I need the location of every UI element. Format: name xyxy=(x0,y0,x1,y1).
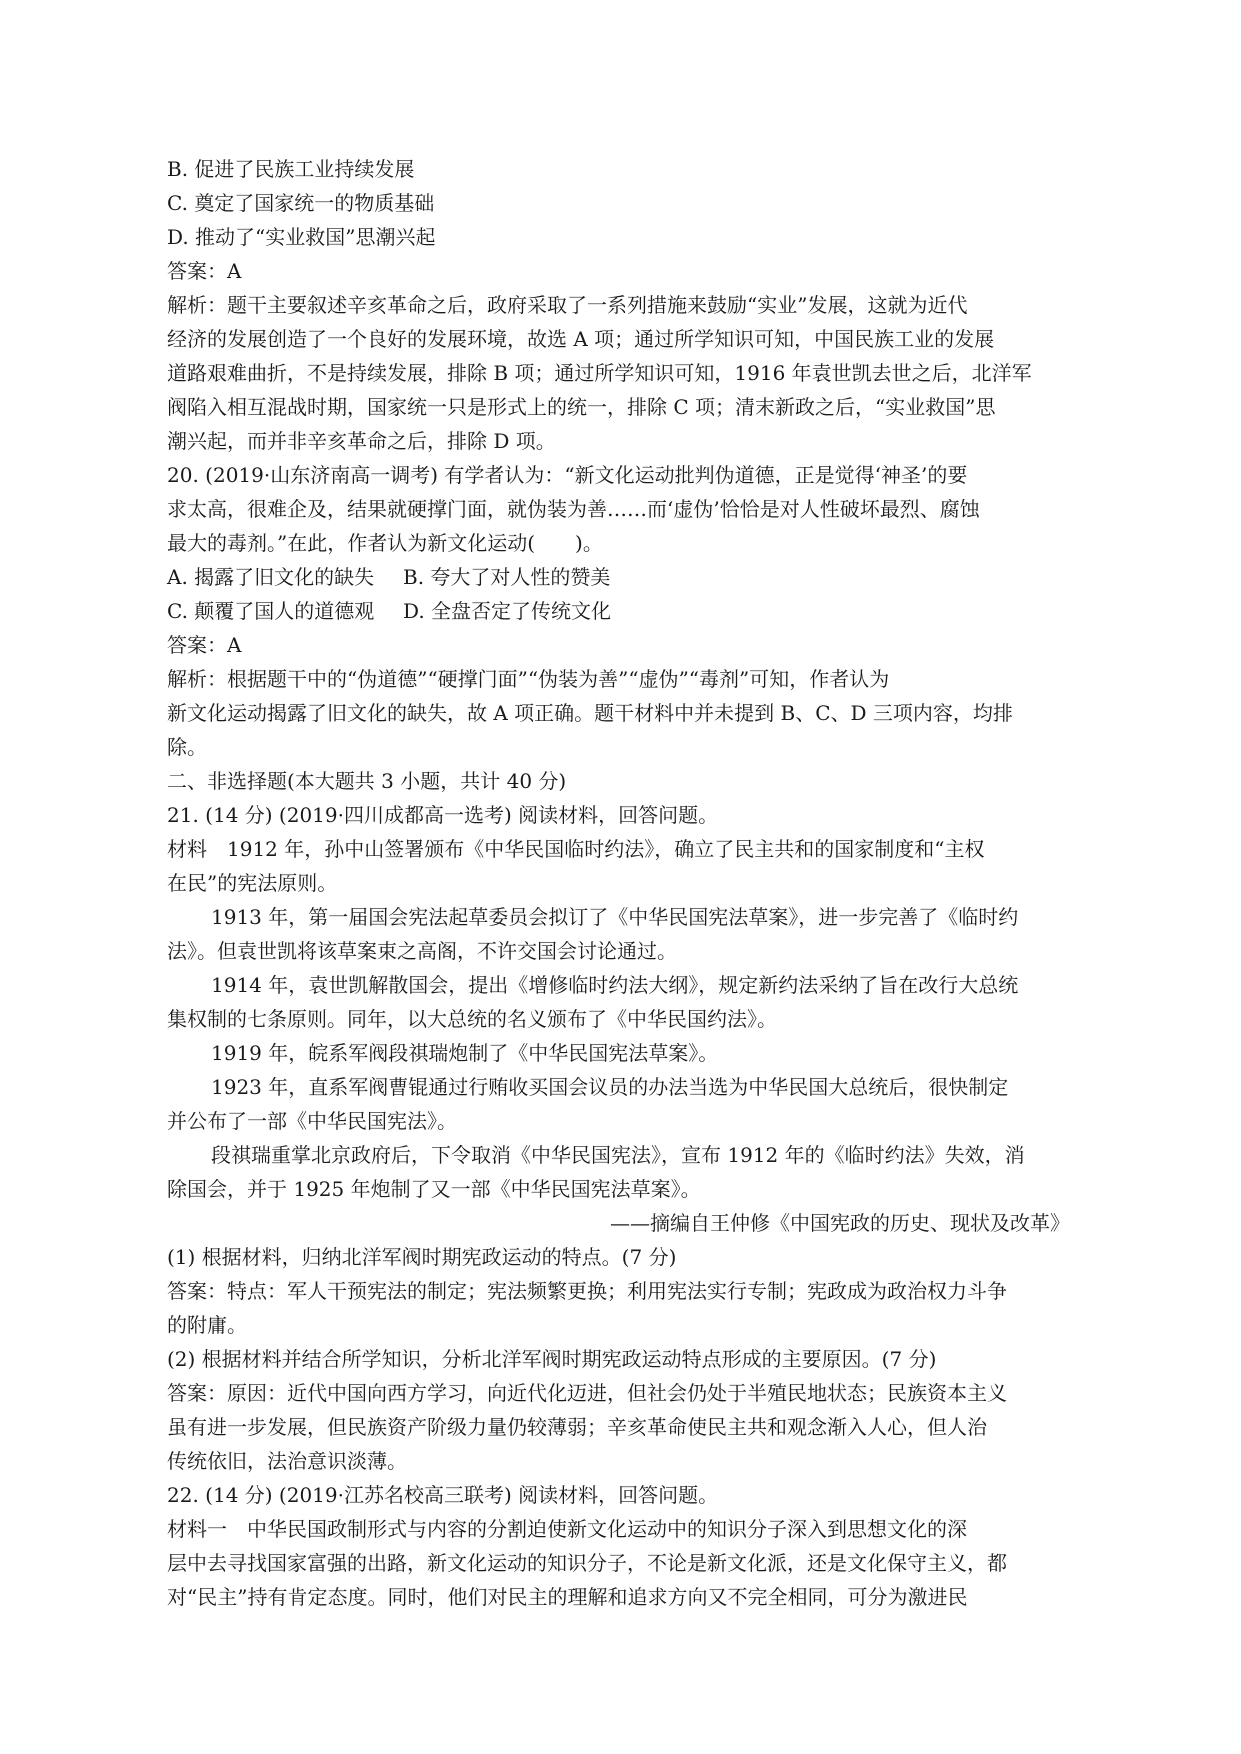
text-line: 阀陷入相互混战时期，国家统一只是形式上的统一，排除 C 项；清末新政之后，“实业救国”思 xyxy=(167,395,996,419)
material-paragraph: 1913 年，第一届国会宪法起草委员会拟订了《中华民国宪法草案》，进一步完善了《临时约 xyxy=(211,905,1019,929)
options-row xyxy=(167,560,1072,594)
text-line: 解析：根据题干中的“伪道德”“硬撑门面”“伪装为善”“虚伪”“毒剂”可知，作者认为 xyxy=(167,667,890,691)
option-d: D. 全盘否定了传统文化 xyxy=(403,599,612,623)
option-a: A. 揭露了旧文化的缺失 xyxy=(167,565,375,589)
text-line: 材料一 中华民国政制形式与内容的分割迫使新文化运动中的知识分子深入到思想文化的深 xyxy=(167,1517,967,1541)
text-line: 材料 1912 年，孙中山签署颁布《中华民国临时约法》，确立了民主共和的国家制度和“主权 xyxy=(167,837,985,861)
question-22-stem: 22. (14 分) (2019·江苏名校高三联考) 阅读材料，回答问题。 xyxy=(167,1483,719,1507)
source-citation: ——摘编自王仲修《中国宪政的历史、现状及改革》 xyxy=(610,1211,1070,1235)
text-line: 层中去寻找国家富强的出路，新文化运动的知识分子，不论是新文化派，还是文化保守主义，都 xyxy=(167,1551,1007,1575)
text-line: B. 促进了民族工业持续发展 xyxy=(167,157,415,181)
text-line: 对“民主”持有肯定态度。同时，他们对民主的理解和追求方向又不完全相同，可分为激进民 xyxy=(167,1585,968,1609)
text-line: 除。 xyxy=(167,735,207,759)
text-line: 传统依旧，法治意识淡薄。 xyxy=(167,1449,407,1473)
material-paragraph: 段祺瑞重掌北京政府后，下令取消《中华民国宪法》，宣布 1912 年的《临时约法》失效，消 xyxy=(211,1143,1025,1167)
sub-question: (2) 根据材料并结合所学知识，分析北洋军阀时期宪政运动特点形成的主要原因。(7 分) xyxy=(167,1347,937,1371)
text-line: 最大的毒剂。”在此，作者认为新文化运动( )。 xyxy=(167,531,603,555)
text-line: 道路艰难曲折，不是持续发展，排除 B 项；通过所学知识可知，1916 年袁世凯去世之后，北洋军 xyxy=(167,361,1032,385)
text-line: 解析：题干主要叙述辛亥革命之后，政府采取了一系列措施来鼓励“实业”发展，这就为近代 xyxy=(167,293,968,317)
text-line: 虽有进一步发展，但民族资产阶级力量仍较薄弱；辛亥革命使民主共和观念渐入人心，但人治 xyxy=(167,1415,987,1439)
text-line: 潮兴起，而并非辛亥革命之后，排除 D 项。 xyxy=(167,429,556,453)
text-line: 的附庸。 xyxy=(167,1313,247,1337)
material-paragraph: 1919 年，皖系军阀段祺瑞炮制了《中华民国宪法草案》。 xyxy=(211,1041,719,1065)
question-20-stem: 20. (2019·山东济南高一调考) 有学者认为：“新文化运动批判伪道德，正是觉得‘神圣’的要 xyxy=(167,463,968,487)
material-paragraph: 1914 年，袁世凯解散国会，提出《增修临时约法大纲》，规定新约法采纳了旨在改行大总统 xyxy=(211,973,1019,997)
material-paragraph: 1923 年，直系军阀曹锟通过行贿收买国会议员的办法当选为中华民国大总统后，很快制定 xyxy=(211,1075,1009,1099)
text-line: 答案：A xyxy=(167,259,242,283)
text-line: D. 推动了“实业救国”思潮兴起 xyxy=(167,225,436,249)
option-c: C. 颠覆了国人的道德观 xyxy=(167,599,375,623)
text-line: 并公布了一部《中华民国宪法》。 xyxy=(167,1109,457,1133)
sub-question: (1) 根据材料，归纳北洋军阀时期宪政运动的特点。(7 分) xyxy=(167,1245,677,1269)
text-line: 集权制的七条原则。同年，以大总统的名义颁布了《中华民国约法》。 xyxy=(167,1007,777,1031)
options-row xyxy=(167,594,1072,628)
text-line: 在民”的宪法原则。 xyxy=(167,871,338,895)
text-line: C. 奠定了国家统一的物质基础 xyxy=(167,191,435,215)
text-line: 新文化运动揭露了旧文化的缺失，故 A 项正确。题干材料中并未提到 B、C、D 三项内容，均排 xyxy=(167,701,1013,725)
section-heading: 二、非选择题(本大题共 3 小题，共计 40 分) xyxy=(167,769,567,793)
question-21-stem: 21. (14 分) (2019·四川成都高一选考) 阅读材料，回答问题。 xyxy=(167,803,719,827)
answer-line: 答案：特点：军人干预宪法的制定；宪法频繁更换；利用宪法实行专制；宪政成为政治权力斗争 xyxy=(167,1279,1007,1303)
answer-line: 答案：A xyxy=(167,633,242,657)
text-line: 求太高，很难企及，结果就硬撑门面，就伪装为善……而‘虚伪’恰恰是对人性破坏最烈、腐蚀 xyxy=(167,497,980,521)
text-line: 经济的发展创造了一个良好的发展环境，故选 A 项；通过所学知识可知，中国民族工业的发展 xyxy=(167,327,995,351)
document-page xyxy=(167,152,1072,1614)
answer-line: 答案：原因：近代中国向西方学习，向近代化迈进，但社会仍处于半殖民地状态；民族资本主义 xyxy=(167,1381,1007,1405)
text-line: 法》。但袁世凯将该草案束之高阁，不许交国会讨论通过。 xyxy=(167,939,677,963)
text-line: 除国会，并于 1925 年炮制了又一部《中华民国宪法草案》。 xyxy=(167,1177,701,1201)
option-b: B. 夸大了对人性的赞美 xyxy=(403,565,611,589)
